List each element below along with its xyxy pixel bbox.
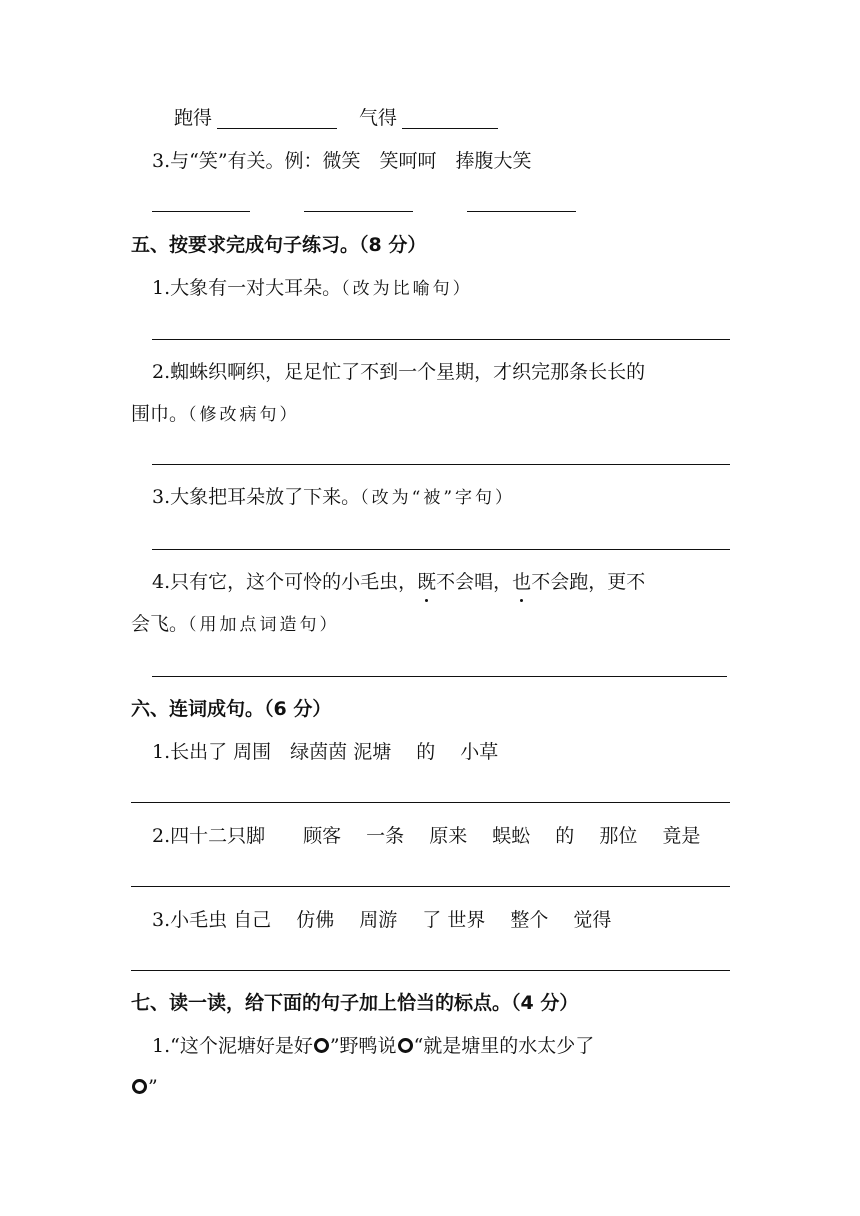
answer-line[interactable]	[131, 802, 730, 803]
section-5-title: 五、按要求完成句子练习。（8 分）	[131, 234, 427, 256]
section-6-q2: 2.四十二只脚 顾客 一条 原来 蜈蚣 的 那位 竟是	[152, 825, 701, 847]
punctuation-blank-circle-icon[interactable]	[132, 1079, 147, 1094]
section-7-title: 七、读一读，给下面的句子加上恰当的标点。（4 分）	[131, 992, 579, 1014]
question-text: 会飞。	[131, 613, 189, 635]
section-6-q1: 1.长出了 周围 绿茵茵 泥塘 的 小草	[152, 741, 499, 763]
section-7-q1-line1	[152, 1034, 594, 1058]
answer-blank[interactable]	[467, 211, 576, 212]
answer-blank[interactable]	[304, 211, 413, 212]
question-text: 1.大象有一对大耳朵。	[152, 277, 342, 299]
answer-line[interactable]	[152, 464, 730, 465]
answer-line[interactable]	[152, 339, 730, 340]
question-text: 4.只有它，这个可怜的小毛虫，	[152, 571, 418, 593]
question-text: ”	[148, 1076, 158, 1098]
fill-item-paode	[174, 106, 212, 130]
emphasis-dot-word: 也	[512, 571, 532, 593]
question-hint: （修改病句）	[188, 405, 300, 425]
question-hint: （改为“被”字句）	[360, 488, 516, 508]
fill-item-qide	[359, 106, 397, 130]
answer-line[interactable]	[131, 970, 730, 971]
section-5-q4-line2	[131, 612, 340, 637]
emphasis-dot-word: 既	[417, 571, 437, 593]
section-5-q1	[152, 276, 473, 301]
question-text: 3.大象把耳朵放了下来。	[152, 486, 361, 508]
section-6-q3: 3.小毛虫 自己 仿佛 周游 了 世界 整个 觉得	[152, 909, 612, 931]
section-5-q4-line1	[152, 570, 645, 594]
section-7-q1-line2	[131, 1075, 158, 1099]
answer-line[interactable]	[131, 886, 730, 887]
punctuation-blank-circle-icon[interactable]	[314, 1038, 329, 1053]
answer-blank[interactable]	[217, 128, 337, 129]
section-5-q3	[152, 485, 515, 510]
section-5-q2-line2	[131, 402, 300, 427]
question-hint: （用加点词造句）	[188, 615, 340, 635]
question-text: ”野鸭说	[329, 1035, 397, 1057]
question-text: 围巾。	[131, 403, 189, 425]
question-text: “就是塘里的水太少了	[413, 1035, 595, 1057]
section-6-title: 六、连词成句。（6 分）	[131, 698, 332, 720]
question-text: 不会跑，更不	[531, 571, 646, 593]
question-text: 不会唱，	[436, 571, 513, 593]
section-5-q2-line1: 2.蜘蛛织啊织，足足忙了不到一个星期，才织完那条长长的	[152, 361, 646, 383]
answer-line[interactable]	[152, 549, 730, 550]
question-hint: （改为比喻句）	[341, 279, 473, 299]
question-laugh-words: 3.与“笑”有关。例：微笑 笑呵呵 捧腹大笑	[152, 150, 532, 172]
punctuation-blank-circle-icon[interactable]	[398, 1038, 413, 1053]
fill-label: 气得	[359, 107, 398, 129]
fill-label: 跑得	[174, 107, 213, 129]
answer-blank[interactable]	[152, 211, 250, 212]
answer-line[interactable]	[152, 676, 727, 677]
question-text: 1.“这个泥塘好是好	[152, 1035, 313, 1057]
answer-blank[interactable]	[402, 128, 498, 129]
